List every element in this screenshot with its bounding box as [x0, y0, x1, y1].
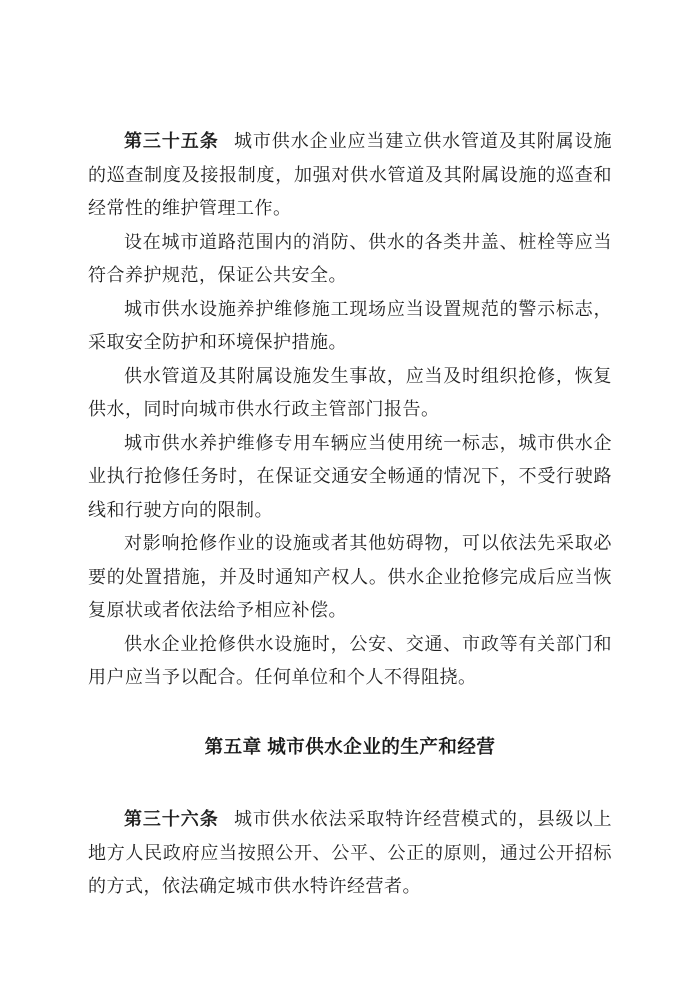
article-36-paragraph [88, 803, 612, 904]
document-content [88, 125, 612, 904]
article-36-text: 城市供水依法采取特许经营模式的，县级以上地方人民政府应当按照公开、公平、公正的原则，通过公开招标的方式，依法确定城市供水特许经营者。 [88, 809, 613, 896]
article-35-clause-4: 城市供水养护维修专用车辆应当使用统一标志，城市供水企业执行抢修任务时，在保证交通安全畅通的情况下，不受行驶路线和行驶方向的限制。 [88, 432, 612, 520]
chapter-5-heading: 第五章 城市供水企业的生产和经营 [204, 735, 496, 757]
article-35-paragraph [88, 125, 612, 226]
article-35-number: 第三十五条 [124, 131, 219, 151]
article-36-number: 第三十六条 [124, 809, 219, 829]
article-35-clause-2: 城市供水设施养护维修施工现场应当设置规范的警示标志，采取安全防护和环境保护措施。 [88, 298, 612, 352]
article-35-clause-5: 对影响抢修作业的设施或者其他妨碍物，可以依法先采取必要的处置措施，并及时通知产权人。供水企业抢修完成后应当恢复原状或者依法给予相应补偿。 [88, 533, 612, 620]
article-35-clause-3: 供水管道及其附属设施发生事故，应当及时组织抢修，恢复供水，同时向城市供水行政主管部门报告。 [88, 365, 612, 419]
article-35-clause-1: 设在城市道路范围内的消防、供水的各类井盖、桩栓等应当符合养护规范，保证公共安全。 [88, 231, 612, 285]
article-35-clause-6: 供水企业抢修供水设施时，公安、交通、市政等有关部门和用户应当予以配合。任何单位和个人不得阻挠。 [88, 633, 612, 687]
article-35-text: 城市供水企业应当建立供水管道及其附属设施的巡查制度及接报制度，加强对供水管道及其附属设施的巡查和经常性的维护管理工作。 [88, 131, 613, 218]
